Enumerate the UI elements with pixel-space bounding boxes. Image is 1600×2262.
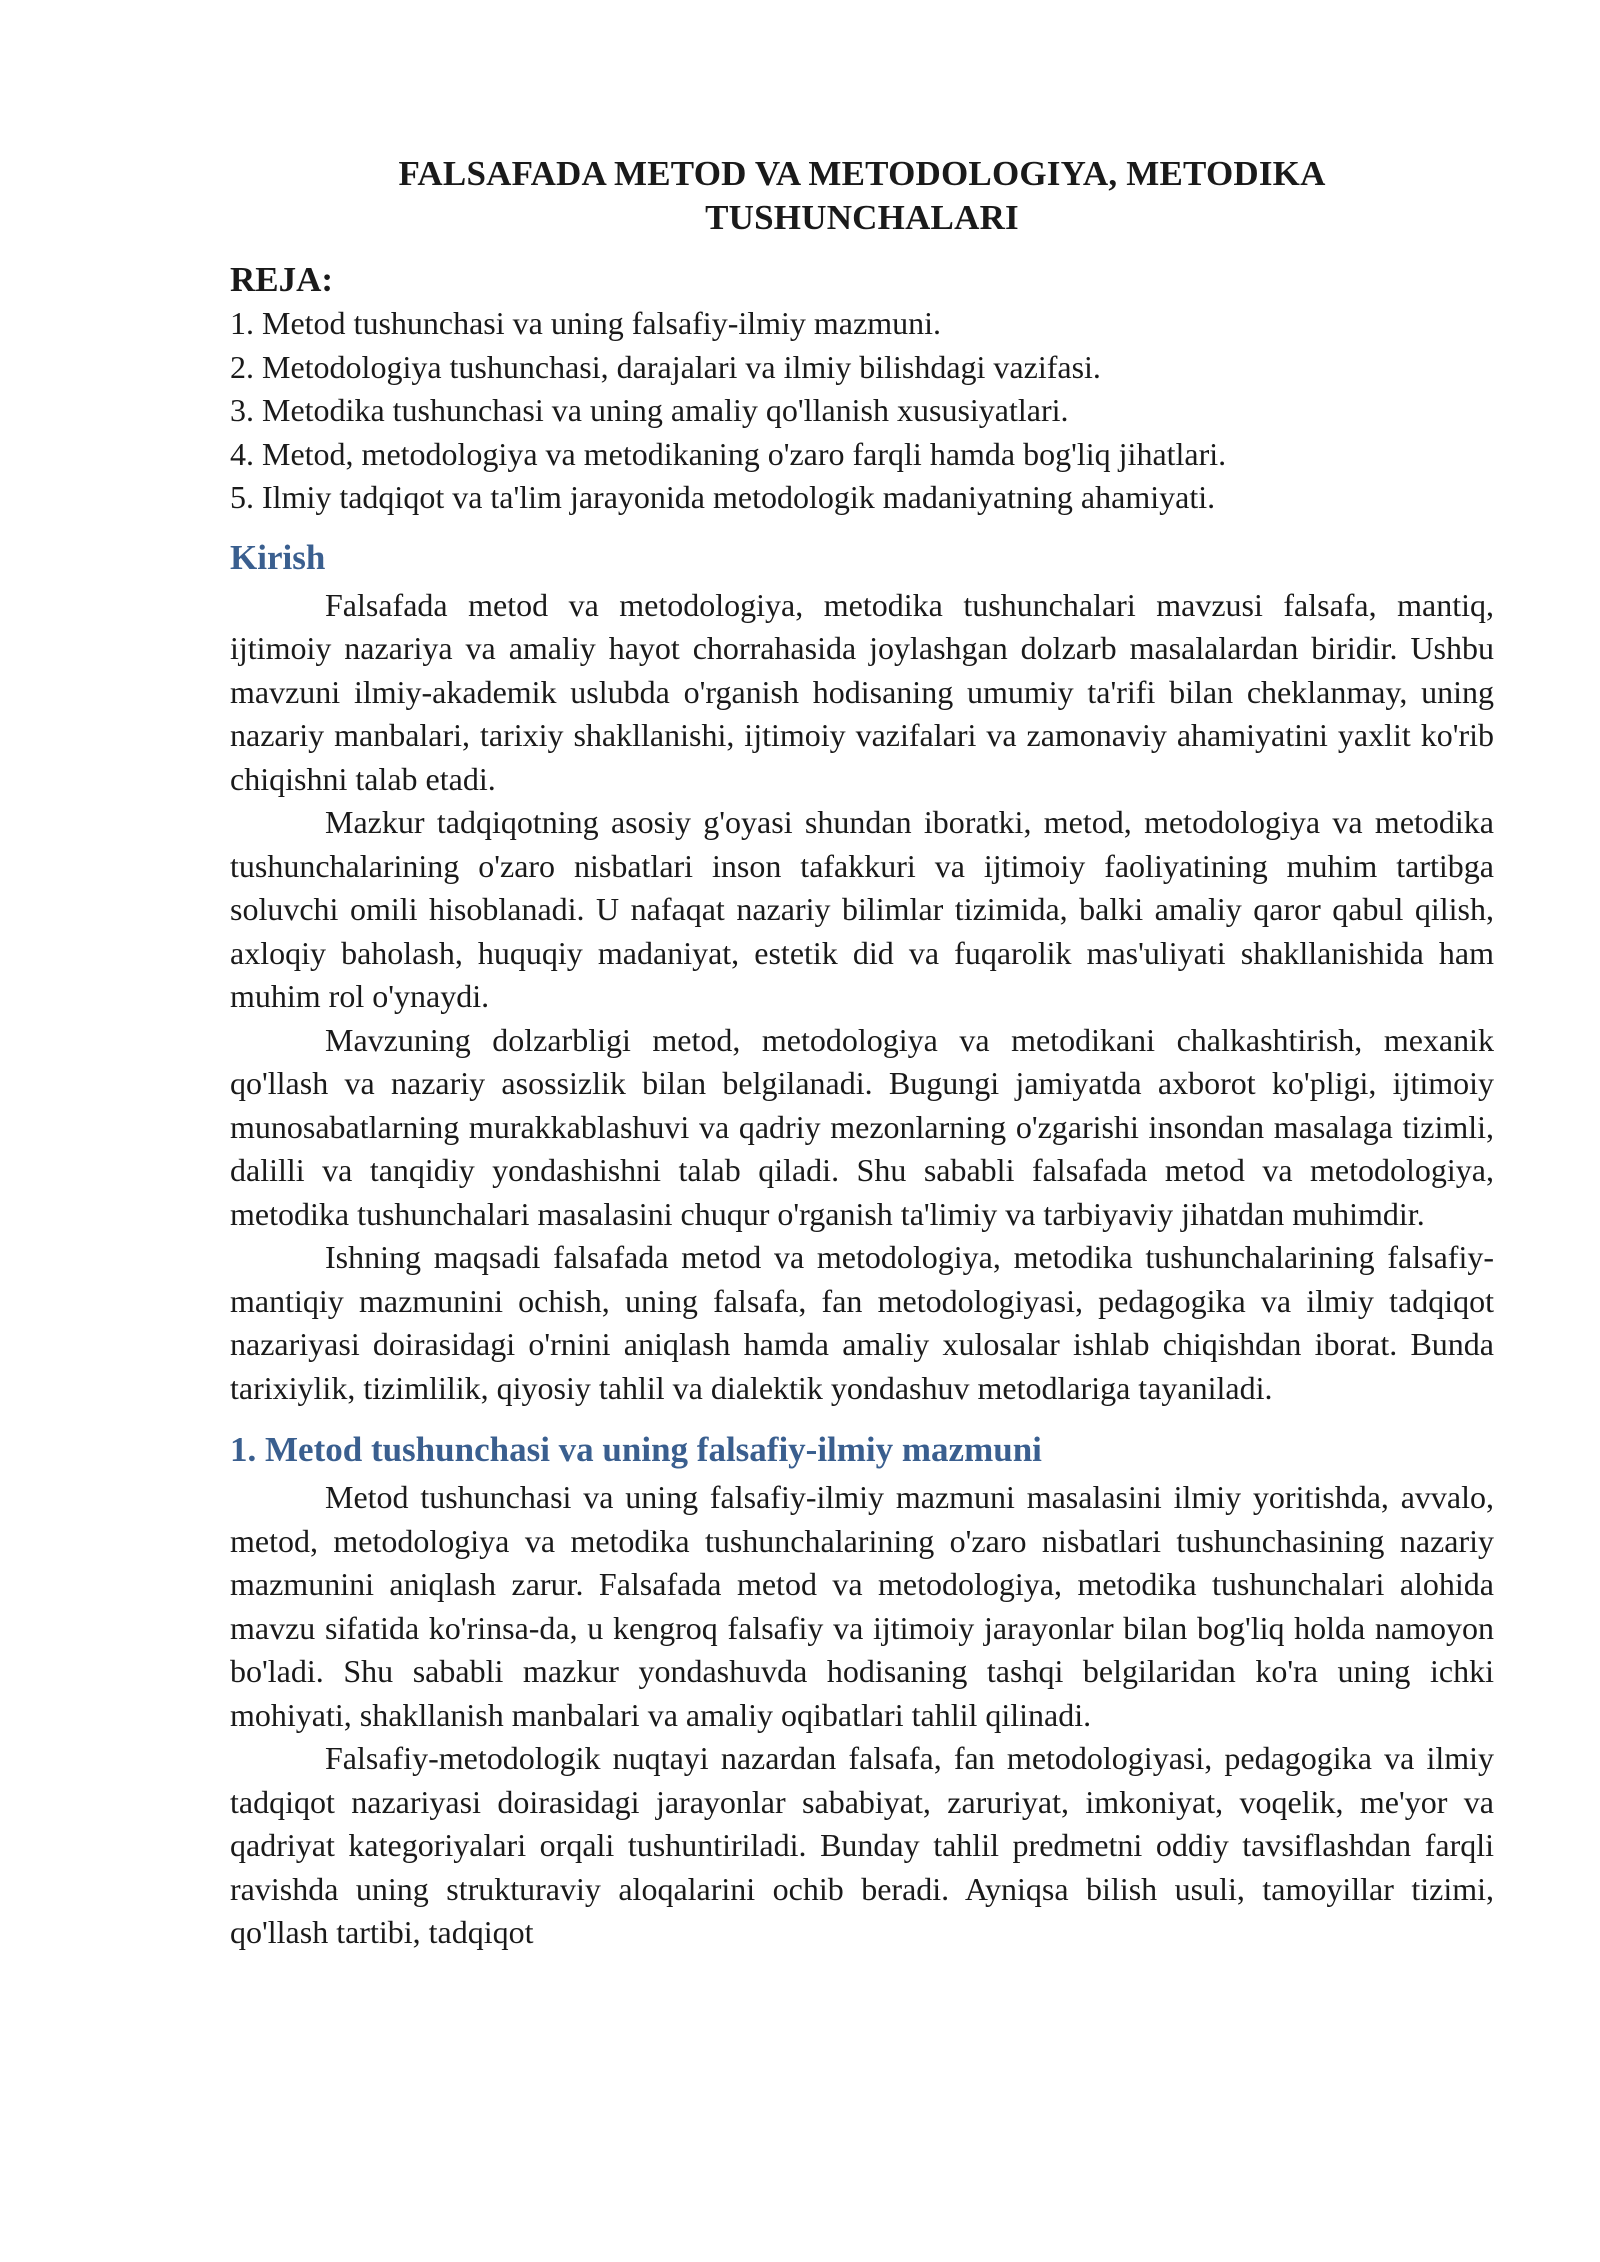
intro-heading: Kirish xyxy=(230,537,326,577)
plan-item: 4. Metod, metodologiya va metodikaning o'zaro farqli hamda bog'liq jihatlari. xyxy=(230,435,1227,472)
plan-item: 3. Metodika tushunchasi va uning amaliy qo'llanish xususiyatlari. xyxy=(230,392,1069,428)
plan-heading: REJA: xyxy=(230,260,334,299)
document-title xyxy=(230,152,1494,240)
section-1-paragraph: Falsafiy-metodologik nuqtayi nazardan falsafa, fan metodologiyasi, pedagogika va ilmiy tadqiqot nazariyasi doirasidagi jarayonlar sababiyat, zaruriyat, imkoniyat, voqelik, me'yor va qadriyat kategoriyalari orqali tushuntiriladi. Bunday tahlil predmetni oddiy tavsiflashdan farqli ravishda uning strukturaviy aloqalarini ochib beradi. Ayniqsa bilish usuli, tamoyillar tizimi, qo'llash tartibi, tadqiqot xyxy=(230,1740,1494,1950)
intro-paragraph: Falsafada metod va metodologiya, metodika tushunchalari mavzusi falsafa, mantiq, ijtimoiy nazariya va amaliy hayot chorrahasida joylashgan dolzarb masalalardan biridir. Ushbu mavzuni ilmiy-akademik uslubda o'rganish hodisaning umumiy ta'rifi bilan cheklanmay, uning nazariy manbalari, tarixiy shakllanishi, ijtimoiy vazifalari va zamonaviy ahamiyatini yaxlit ko'rib chiqishni talab etadi. xyxy=(230,586,1494,797)
plan-item: 2. Metodologiya tushunchasi, darajalari va ilmiy bilishdagi vazifasi. xyxy=(230,348,1101,385)
title-line-2: TUSHUNCHALARI xyxy=(705,198,1019,237)
intro-paragraph: Mavzuning dolzarbligi metod, metodologiya va metodikani chalkashtirish, mexanik qo'llash va nazariy asossizlik bilan belgilanadi. Bugungi jamiyatda axborot ko'pligi, ijtimoiy munosabatlarning murakkablashuvi va qadriy mezonlarning o'zgarishi insondan masalaga tizimli, dalilli va tanqidiy yondashishni talab qiladi. Shu sababli falsafada metod va metodologiya, metodika tushunchalari masalasini chuqur o'rganish ta'limiy va tarbiyaviy jihatdan muhimdir. xyxy=(230,1021,1494,1232)
plan-item: 5. Ilmiy tadqiqot va ta'lim jarayonida metodologik madaniyatning ahamiyati. xyxy=(230,479,1216,515)
intro-paragraph: Mazkur tadqiqotning asosiy g'oyasi shundan iboratki, metod, metodologiya va metodika tushunchalarining o'zaro nisbatlari inson tafakkuri va ijtimoiy faoliyatining muhim tartibga soluvchi omili hisoblanadi. U nafaqat nazariy bilimlar tizimida, balki amaliy qaror qabul qilish, axloqiy baholash, huquqiy madaniyat, estetik did va fuqarolik mas'uliyati shakllanishida ham muhim rol o'ynaydi. xyxy=(230,804,1494,1014)
title-line-1: FALSAFADA METOD VA METODOLOGIYA, METODIKA xyxy=(398,154,1326,193)
plan-list xyxy=(230,302,1494,520)
section-1-heading: 1. Metod tushunchasi va uning falsafiy-ilmiy mazmuni xyxy=(230,1430,1042,1469)
intro-paragraph: Ishning maqsadi falsafada metod va metodologiya, metodika tushunchalarining falsafiy-mantiqiy mazmunini ochish, uning falsafa, fan metodologiyasi, pedagogika va ilmiy tadqiqot nazariyasi doirasidagi o'rnini aniqlash hamda amaliy xulosalar ishlab chiqishdan iborat. Bunda tarixiylik, tizimlilik, qiyosiy tahlil va dialektik yondashuv metodlariga tayaniladi. xyxy=(230,1239,1494,1406)
document-page xyxy=(230,152,1494,1955)
section-1-paragraph: Metod tushunchasi va uning falsafiy-ilmiy mazmuni masalasini ilmiy yoritishda, avvalo, metod, metodologiya va metodika tushunchalarining o'zaro nisbatlari tushunchasining nazariy mazmunini aniqlash zarur. Falsafada metod va metodologiya, metodika tushunchalari alohida mavzu sifatida ko'rinsa-da, u kengroq falsafiy va ijtimoiy jarayonlar bilan bog'liq holda namoyon bo'ladi. Shu sababli mazkur yondashuvda hodisaning tashqi belgilaridan ko'ra uning ichki mohiyati, shakllanish manbalari va amaliy oqibatlari tahlil qilinadi. xyxy=(230,1479,1494,1733)
plan-item: 1. Metod tushunchasi va uning falsafiy-ilmiy mazmuni. xyxy=(230,305,941,341)
